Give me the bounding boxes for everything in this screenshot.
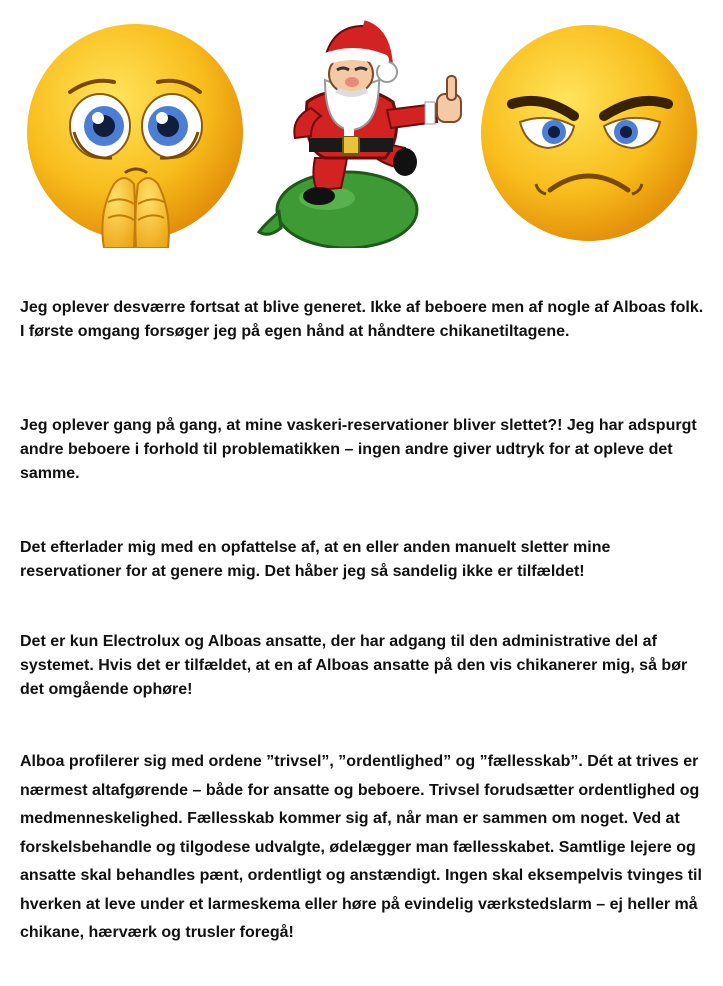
angry-emoji-image [478,22,700,244]
paragraph-5: Alboa profilerer sig med ordene ”trivsel”, ”ordentlighed” og ”fællesskab”. Dét at trives er nærmest altafgørende – både for ansatte og beboere. Trivsel forudsætter ordentlighed og medmenneskelighed. Fællesskab kommer sig af, når man er sammen om noget. Ved at forskelsbehandle og tilgodese udvalgte, ødelægger man fællesskabet. Samtlige lejere og ansatte skal behandles pænt, ordentligt og anstændigt. Ingen skal eksempelvis tvinges til hverken at leve under et larmeskema eller høre på evindelig værkstedslarm – ej heller må chikane, hærværk og trusler foregå! [20,753,702,941]
santa-image [255,18,471,248]
paragraph-2: Jeg oplever gang på gang, at mine vaskeri-reservationer bliver slettet?! Jeg har adspurgt andre beboere i forhold til problematikken – ingen andre giver udtryk for at opleve det samme. [20,417,697,482]
paragraph-4: Det er kun Electrolux og Alboas ansatte, der har adgang til den administrative del af systemet. Hvis det er tilfældet, at en af Alboas ansatte på den vis chikanerer mig, så bør det omgående ophøre! [20,633,688,698]
worried-emoji-image [22,22,250,248]
paragraph-3: Det efterlader mig med en opfattelse af, at en eller anden manuelt sletter mine reservationer for at genere mig. Det håber jeg så sandelig ikke er tilfældet! [20,539,611,580]
paragraph-1: Jeg oplever desværre fortsat at blive generet. Ikke af beboere men af nogle af Alboas folk. I første omgang forsøger jeg på egen hånd at håndtere chikanetiltagene. [20,299,704,340]
